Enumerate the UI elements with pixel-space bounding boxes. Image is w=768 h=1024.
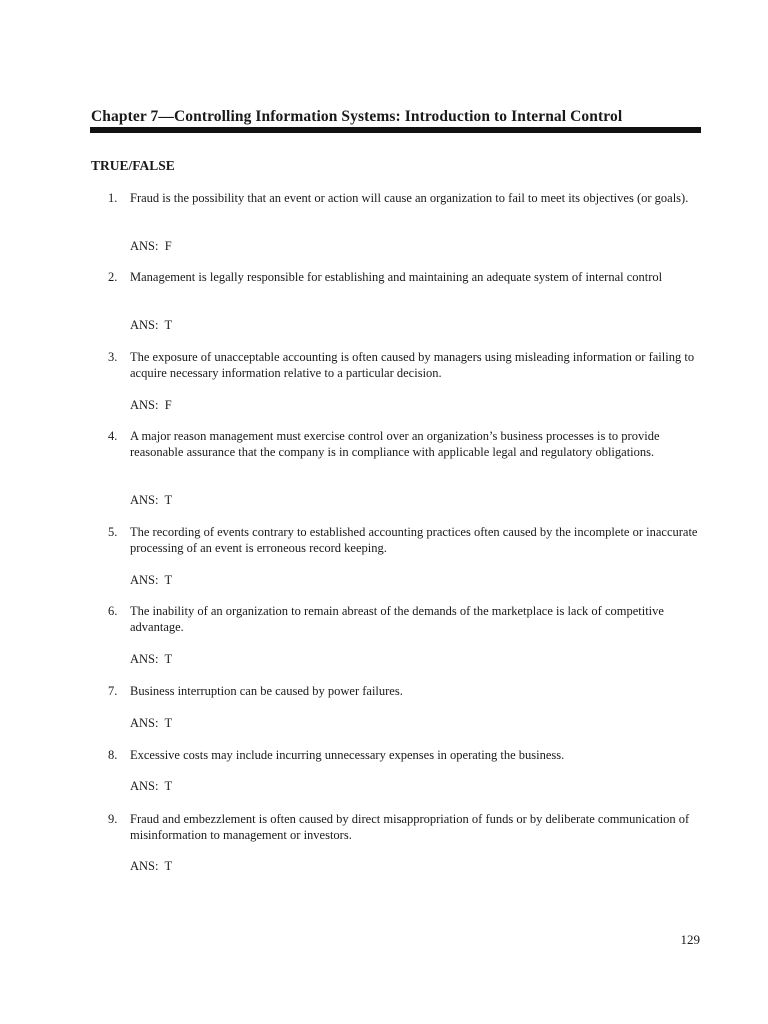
question-answer: ANS: F (130, 239, 172, 253)
question-text: Excessive costs may include incurring unnecessary expenses in operating the business. (130, 748, 565, 762)
question-text: The exposure of unacceptable accounting is often caused by managers using misleading information or failing to acquire necessary information relative to a particular decision. (130, 350, 695, 380)
question-text: Fraud and embezzlement is often caused by direct misappropriation of funds or by deliberate communication of misinformation to management or investors. (130, 812, 690, 842)
question-text: Fraud is the possibility that an event or action will cause an organization to fail to meet its objectives (or goals). (130, 191, 689, 205)
question-number: 8. (108, 748, 118, 762)
question-number: 6. (108, 604, 118, 618)
question-text: The recording of events contrary to established accounting practices often caused by the incomplete or inaccurate processing of an event is erroneous record keeping. (130, 525, 698, 555)
question-number: 7. (108, 684, 118, 698)
question-answer: ANS: F (130, 398, 172, 412)
question-answer: ANS: T (130, 716, 173, 730)
question-answer: ANS: T (130, 859, 173, 873)
question-text: The inability of an organization to remain abreast of the demands of the marketplace is lack of competitive advantage. (130, 604, 664, 634)
section-heading: TRUE/FALSE (91, 158, 175, 173)
page-number: 129 (680, 932, 700, 947)
question-number: 2. (108, 270, 118, 284)
question-answer: ANS: T (130, 652, 173, 666)
question-answer: ANS: T (130, 318, 173, 332)
question-number: 5. (108, 525, 118, 539)
question-answer: ANS: T (130, 779, 173, 793)
chapter-title: Chapter 7—Controlling Information Systems: Introduction to Internal Control (91, 108, 623, 125)
question-text: Business interruption can be caused by power failures. (130, 684, 403, 698)
question-number: 4. (108, 429, 118, 443)
question-number: 9. (108, 812, 118, 826)
question-text: Management is legally responsible for establishing and maintaining an adequate system of internal control (130, 270, 663, 284)
question-number: 3. (108, 350, 118, 364)
question-answer: ANS: T (130, 573, 173, 587)
question-answer: ANS: T (130, 493, 173, 507)
question-text: A major reason management must exercise control over an organization’s business processes is to provide reasonable assurance that the company is in compliance with applicable legal and regulatory obligations. (130, 429, 660, 459)
question-number: 1. (108, 191, 118, 205)
